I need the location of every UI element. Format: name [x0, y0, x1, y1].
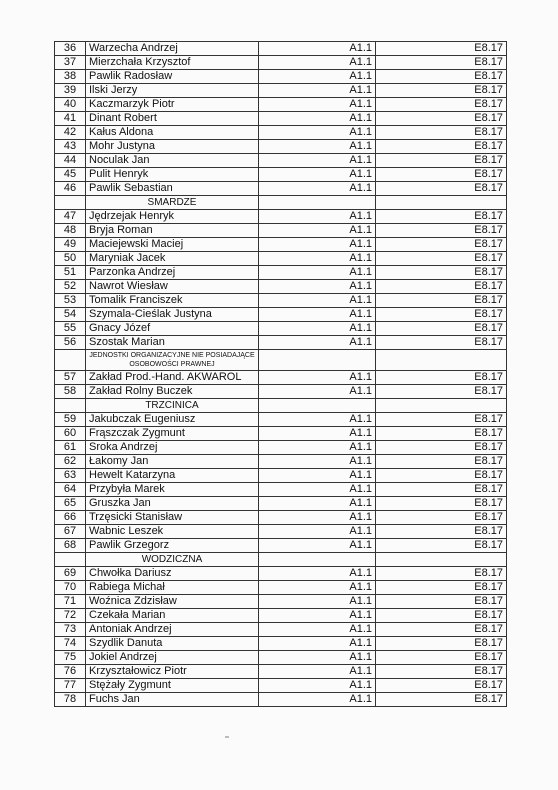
- row-number: 75: [55, 651, 86, 665]
- row-number: 52: [55, 280, 86, 294]
- row-name: Kaczmarzyk Piotr: [86, 98, 259, 112]
- row-code-e: E8.17: [376, 294, 507, 308]
- row-name: Czekała Marian: [86, 609, 259, 623]
- table-row: [55, 154, 507, 168]
- row-number: 38: [55, 70, 86, 84]
- table-row: [55, 238, 507, 252]
- row-name: Trzęsicki Stanisław: [86, 511, 259, 525]
- row-code-e: E8.17: [376, 266, 507, 280]
- row-name: Frąszczak Zygmunt: [86, 427, 259, 441]
- section-number-cell: [55, 553, 86, 567]
- row-name: Jokiel Andrzej: [86, 651, 259, 665]
- row-code-e: E8.17: [376, 609, 507, 623]
- section-label: JEDNOSTKI ORGANIZACYJNE NIE POSIADAJĄCE OSOBOWOŚCI PRAWNEJ: [86, 350, 259, 371]
- row-name: Wabnic Leszek: [86, 525, 259, 539]
- row-number: 69: [55, 567, 86, 581]
- row-name: Przybyła Marek: [86, 483, 259, 497]
- row-number: 36: [55, 42, 86, 56]
- row-name: Rabiega Michał: [86, 581, 259, 595]
- row-code-a: A1.1: [259, 637, 376, 651]
- section-code-cell: [376, 399, 507, 413]
- row-code-a: A1.1: [259, 56, 376, 70]
- row-name: Gruszka Jan: [86, 497, 259, 511]
- row-code-e: E8.17: [376, 455, 507, 469]
- section-number-cell: [55, 399, 86, 413]
- row-number: 55: [55, 322, 86, 336]
- table-row: [55, 679, 507, 693]
- section-code-cell: [376, 350, 507, 371]
- table-row: [55, 441, 507, 455]
- table-row: [55, 371, 507, 385]
- row-name: Fuchs Jan: [86, 693, 259, 707]
- table-row: [55, 483, 507, 497]
- row-number: 39: [55, 84, 86, 98]
- row-code-a: A1.1: [259, 42, 376, 56]
- row-code-e: E8.17: [376, 98, 507, 112]
- table-row: [55, 42, 507, 56]
- row-name: Ilski Jerzy: [86, 84, 259, 98]
- row-code-e: E8.17: [376, 371, 507, 385]
- table-row: [55, 56, 507, 70]
- row-name: Bryja Roman: [86, 224, 259, 238]
- row-name: Dinant Robert: [86, 112, 259, 126]
- section-code-cell: [376, 196, 507, 210]
- table-row: [55, 252, 507, 266]
- row-code-a: A1.1: [259, 679, 376, 693]
- row-number: 40: [55, 98, 86, 112]
- row-code-e: E8.17: [376, 168, 507, 182]
- row-number: 59: [55, 413, 86, 427]
- row-code-a: A1.1: [259, 154, 376, 168]
- table-row: [55, 581, 507, 595]
- row-number: 49: [55, 238, 86, 252]
- row-number: 58: [55, 385, 86, 399]
- table-row: [55, 455, 507, 469]
- table-row: [55, 168, 507, 182]
- section-header-row: [55, 196, 507, 210]
- row-code-e: E8.17: [376, 224, 507, 238]
- row-number: 54: [55, 308, 86, 322]
- row-code-e: E8.17: [376, 308, 507, 322]
- row-name: Pulit Henryk: [86, 168, 259, 182]
- row-name: Pawlik Radosław: [86, 70, 259, 84]
- row-code-a: A1.1: [259, 581, 376, 595]
- section-number-cell: [55, 350, 86, 371]
- section-label: WODZICZNA: [86, 553, 259, 567]
- row-code-e: E8.17: [376, 539, 507, 553]
- row-code-a: A1.1: [259, 224, 376, 238]
- table-row: [55, 539, 507, 553]
- section-header-row: [55, 553, 507, 567]
- row-number: 66: [55, 511, 86, 525]
- row-number: 76: [55, 665, 86, 679]
- table-row: [55, 637, 507, 651]
- row-code-e: E8.17: [376, 581, 507, 595]
- row-code-e: E8.17: [376, 154, 507, 168]
- row-code-a: A1.1: [259, 441, 376, 455]
- row-code-a: A1.1: [259, 322, 376, 336]
- row-code-e: E8.17: [376, 182, 507, 196]
- row-number: 70: [55, 581, 86, 595]
- row-code-a: A1.1: [259, 280, 376, 294]
- row-number: 71: [55, 595, 86, 609]
- row-code-a: A1.1: [259, 651, 376, 665]
- row-code-a: A1.1: [259, 252, 376, 266]
- row-name: Jakubczak Eugeniusz: [86, 413, 259, 427]
- row-code-e: E8.17: [376, 567, 507, 581]
- row-number: 68: [55, 539, 86, 553]
- row-code-e: E8.17: [376, 679, 507, 693]
- row-code-e: E8.17: [376, 441, 507, 455]
- row-code-a: A1.1: [259, 623, 376, 637]
- section-label: TRZCINICA: [86, 399, 259, 413]
- registry-table: [54, 41, 507, 707]
- table-row: [55, 224, 507, 238]
- row-code-e: E8.17: [376, 56, 507, 70]
- row-name: Sroka Andrzej: [86, 441, 259, 455]
- row-code-a: A1.1: [259, 455, 376, 469]
- row-code-a: A1.1: [259, 294, 376, 308]
- section-header-row: [55, 350, 507, 371]
- row-number: 60: [55, 427, 86, 441]
- row-code-e: E8.17: [376, 70, 507, 84]
- row-name: Pawlik Grzegorz: [86, 539, 259, 553]
- section-code-cell: [376, 553, 507, 567]
- row-name: Tomalik Franciszek: [86, 294, 259, 308]
- row-name: Chwołka Dariusz: [86, 567, 259, 581]
- row-code-e: E8.17: [376, 280, 507, 294]
- row-number: 47: [55, 210, 86, 224]
- row-number: 67: [55, 525, 86, 539]
- table-row: [55, 651, 507, 665]
- table-row: [55, 140, 507, 154]
- row-number: 50: [55, 252, 86, 266]
- table-row: [55, 525, 507, 539]
- row-name: Maciejewski Maciej: [86, 238, 259, 252]
- row-code-a: A1.1: [259, 126, 376, 140]
- row-code-a: A1.1: [259, 595, 376, 609]
- row-name: Antoniak Andrzej: [86, 623, 259, 637]
- row-number: 57: [55, 371, 86, 385]
- table-row: [55, 266, 507, 280]
- row-name: Woźnica Zdzisław: [86, 595, 259, 609]
- row-number: 61: [55, 441, 86, 455]
- row-code-e: E8.17: [376, 497, 507, 511]
- row-name: Warzecha Andrzej: [86, 42, 259, 56]
- row-name: Maryniak Jacek: [86, 252, 259, 266]
- table-row: [55, 469, 507, 483]
- table-row: [55, 280, 507, 294]
- table-row: [55, 98, 507, 112]
- row-number: 77: [55, 679, 86, 693]
- section-code-cell: [259, 553, 376, 567]
- row-number: 64: [55, 483, 86, 497]
- row-code-e: E8.17: [376, 140, 507, 154]
- row-code-a: A1.1: [259, 525, 376, 539]
- table-row: [55, 693, 507, 707]
- row-code-a: A1.1: [259, 70, 376, 84]
- section-number-cell: [55, 196, 86, 210]
- row-code-a: A1.1: [259, 238, 376, 252]
- row-code-a: A1.1: [259, 98, 376, 112]
- table-row: [55, 308, 507, 322]
- row-code-e: E8.17: [376, 84, 507, 98]
- row-code-a: A1.1: [259, 308, 376, 322]
- row-code-a: A1.1: [259, 371, 376, 385]
- row-code-e: E8.17: [376, 637, 507, 651]
- row-number: 45: [55, 168, 86, 182]
- row-code-e: E8.17: [376, 511, 507, 525]
- row-code-a: A1.1: [259, 609, 376, 623]
- table-row: [55, 623, 507, 637]
- row-number: 72: [55, 609, 86, 623]
- section-label: SMARDZE: [86, 196, 259, 210]
- row-number: 42: [55, 126, 86, 140]
- row-code-a: A1.1: [259, 182, 376, 196]
- row-number: 43: [55, 140, 86, 154]
- row-code-a: A1.1: [259, 665, 376, 679]
- table-row: [55, 210, 507, 224]
- row-name: Jędrzejak Henryk: [86, 210, 259, 224]
- row-name: Noculak Jan: [86, 154, 259, 168]
- row-code-e: E8.17: [376, 693, 507, 707]
- row-code-a: A1.1: [259, 140, 376, 154]
- section-code-cell: [259, 196, 376, 210]
- row-code-e: E8.17: [376, 322, 507, 336]
- row-code-e: E8.17: [376, 623, 507, 637]
- row-code-e: E8.17: [376, 112, 507, 126]
- row-number: 51: [55, 266, 86, 280]
- row-code-e: E8.17: [376, 126, 507, 140]
- row-code-e: E8.17: [376, 336, 507, 350]
- table-row: [55, 182, 507, 196]
- row-code-a: A1.1: [259, 168, 376, 182]
- row-name: Szostak Marian: [86, 336, 259, 350]
- registry-table-body: [55, 42, 507, 707]
- row-code-e: E8.17: [376, 665, 507, 679]
- row-code-e: E8.17: [376, 413, 507, 427]
- row-code-a: A1.1: [259, 567, 376, 581]
- row-name: Mierzchała Krzysztof: [86, 56, 259, 70]
- row-name: Mohr Justyna: [86, 140, 259, 154]
- row-number: 63: [55, 469, 86, 483]
- table-row: [55, 385, 507, 399]
- row-code-a: A1.1: [259, 483, 376, 497]
- table-row: [55, 497, 507, 511]
- scan-mark: [225, 736, 229, 738]
- row-code-e: E8.17: [376, 252, 507, 266]
- table-row: [55, 84, 507, 98]
- row-code-e: E8.17: [376, 651, 507, 665]
- table-row: [55, 413, 507, 427]
- row-name: Szymala-Cieślak Justyna: [86, 308, 259, 322]
- row-number: 56: [55, 336, 86, 350]
- row-code-a: A1.1: [259, 693, 376, 707]
- row-number: 62: [55, 455, 86, 469]
- table-row: [55, 567, 507, 581]
- section-code-cell: [259, 399, 376, 413]
- row-code-a: A1.1: [259, 539, 376, 553]
- table-row: [55, 112, 507, 126]
- table-row: [55, 665, 507, 679]
- row-number: 78: [55, 693, 86, 707]
- row-name: Kałus Aldona: [86, 126, 259, 140]
- row-code-e: E8.17: [376, 525, 507, 539]
- row-code-a: A1.1: [259, 84, 376, 98]
- row-number: 44: [55, 154, 86, 168]
- row-code-a: A1.1: [259, 413, 376, 427]
- row-name: Zakład Prod.-Hand. AKWAROL: [86, 371, 259, 385]
- section-code-cell: [259, 350, 376, 371]
- section-header-row: [55, 399, 507, 413]
- table-row: [55, 70, 507, 84]
- row-number: 37: [55, 56, 86, 70]
- table-row: [55, 427, 507, 441]
- row-name: Parzonka Andrzej: [86, 266, 259, 280]
- row-code-e: E8.17: [376, 238, 507, 252]
- row-code-a: A1.1: [259, 336, 376, 350]
- row-code-e: E8.17: [376, 210, 507, 224]
- row-name: Stężały Zygmunt: [86, 679, 259, 693]
- row-code-a: A1.1: [259, 266, 376, 280]
- row-code-e: E8.17: [376, 469, 507, 483]
- row-code-a: A1.1: [259, 511, 376, 525]
- row-name: Nawrot Wiesław: [86, 280, 259, 294]
- table-row: [55, 336, 507, 350]
- row-name: Hewelt Katarzyna: [86, 469, 259, 483]
- table-row: [55, 595, 507, 609]
- row-code-a: A1.1: [259, 427, 376, 441]
- row-number: 73: [55, 623, 86, 637]
- row-name: Łakomy Jan: [86, 455, 259, 469]
- row-number: 53: [55, 294, 86, 308]
- row-code-e: E8.17: [376, 427, 507, 441]
- row-code-a: A1.1: [259, 385, 376, 399]
- row-name: Pawlik Sebastian: [86, 182, 259, 196]
- row-number: 48: [55, 224, 86, 238]
- table-row: [55, 294, 507, 308]
- row-code-a: A1.1: [259, 210, 376, 224]
- row-code-a: A1.1: [259, 112, 376, 126]
- row-code-e: E8.17: [376, 385, 507, 399]
- row-code-e: E8.17: [376, 595, 507, 609]
- row-code-a: A1.1: [259, 469, 376, 483]
- table-row: [55, 322, 507, 336]
- row-name: Zakład Rolny Buczek: [86, 385, 259, 399]
- row-code-e: E8.17: [376, 483, 507, 497]
- table-row: [55, 511, 507, 525]
- row-number: 65: [55, 497, 86, 511]
- row-number: 41: [55, 112, 86, 126]
- row-number: 46: [55, 182, 86, 196]
- row-name: Gnacy Józef: [86, 322, 259, 336]
- row-name: Krzyształowicz Piotr: [86, 665, 259, 679]
- table-row: [55, 609, 507, 623]
- table-row: [55, 126, 507, 140]
- row-name: Szydlik Danuta: [86, 637, 259, 651]
- row-code-a: A1.1: [259, 497, 376, 511]
- row-code-e: E8.17: [376, 42, 507, 56]
- row-number: 74: [55, 637, 86, 651]
